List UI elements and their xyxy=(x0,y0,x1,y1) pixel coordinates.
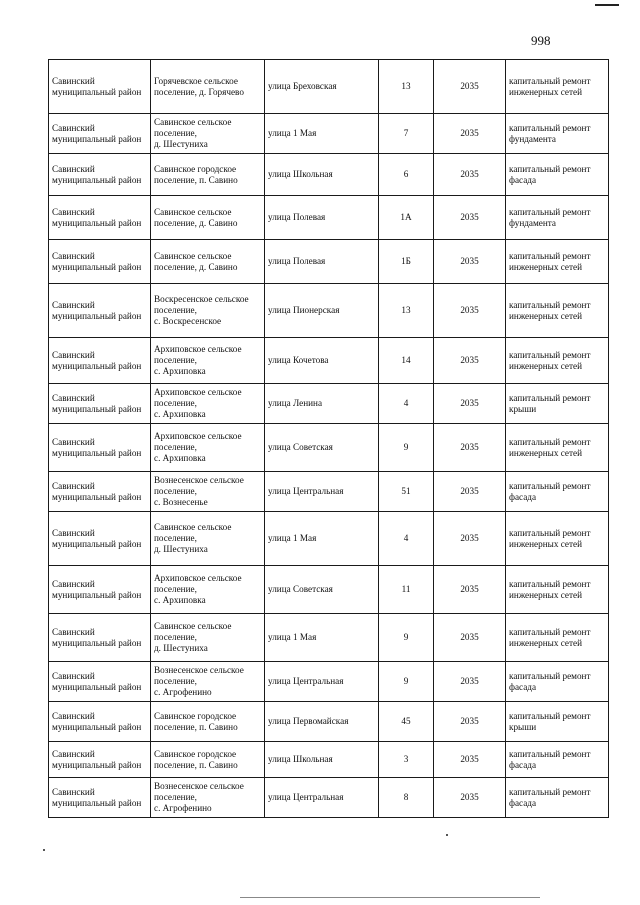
house-number-cell xyxy=(379,662,434,702)
table-row xyxy=(49,702,609,742)
district-cell-text: Савинский муниципальный район xyxy=(52,349,142,371)
district-cell xyxy=(49,60,151,114)
street-cell xyxy=(265,384,379,424)
work-type-cell-text: капитальный ремонт фундамента xyxy=(509,206,591,228)
street-cell xyxy=(265,614,379,662)
street-cell xyxy=(265,778,379,818)
house-number-cell xyxy=(379,384,434,424)
table-row xyxy=(49,384,609,424)
year-cell-text: 2035 xyxy=(460,533,479,543)
district-cell-text: Савинский муниципальный район xyxy=(52,206,142,228)
table-row xyxy=(49,614,609,662)
house-number-cell-text: 9 xyxy=(403,676,409,686)
house-number-cell xyxy=(379,614,434,662)
district-cell-text: Савинский муниципальный район xyxy=(52,436,142,458)
house-number-cell xyxy=(379,114,434,154)
year-cell-text: 2035 xyxy=(460,486,479,496)
district-cell-text: Савинский муниципальный район xyxy=(52,392,142,414)
year-cell-text: 2035 xyxy=(460,716,479,726)
work-type-cell-text: капитальный ремонт инженерных сетей xyxy=(509,626,591,648)
district-cell-text: Савинский муниципальный район xyxy=(52,626,142,648)
year-cell xyxy=(434,384,506,424)
street-cell xyxy=(265,60,379,114)
settlement-cell-text: Савинское городское поселение, п. Савино xyxy=(154,710,238,732)
district-cell-text: Савинский муниципальный район xyxy=(52,75,142,97)
work-type-cell xyxy=(506,662,609,702)
settlement-cell xyxy=(151,512,265,566)
district-cell xyxy=(49,338,151,384)
street-cell-text: улица Школьная xyxy=(268,169,333,179)
year-cell xyxy=(434,472,506,512)
street-cell-text: улица Центральная xyxy=(268,676,344,686)
street-cell xyxy=(265,154,379,196)
house-number-cell xyxy=(379,240,434,284)
district-cell-text: Савинский муниципальный район xyxy=(52,480,142,502)
street-cell-text: улица Советская xyxy=(268,584,333,594)
district-cell xyxy=(49,778,151,818)
district-cell-text: Савинский муниципальный район xyxy=(52,786,142,808)
house-number-cell-text: 1Б xyxy=(401,256,411,266)
table-row xyxy=(49,114,609,154)
work-type-cell-text: капитальный ремонт инженерных сетей xyxy=(509,250,591,272)
settlement-cell xyxy=(151,196,265,240)
settlement-cell xyxy=(151,662,265,702)
year-cell xyxy=(434,338,506,384)
street-cell xyxy=(265,512,379,566)
settlement-cell-text: Горячевское сельское поселение, д. Горячево xyxy=(154,75,244,97)
house-number-cell-text: 9 xyxy=(403,442,409,452)
district-cell-text: Савинский муниципальный район xyxy=(52,163,142,185)
house-number-cell-text: 7 xyxy=(403,128,409,138)
settlement-cell xyxy=(151,614,265,662)
year-cell-text: 2035 xyxy=(460,632,479,642)
settlement-cell xyxy=(151,384,265,424)
year-cell-text: 2035 xyxy=(460,398,479,408)
year-cell-text: 2035 xyxy=(460,355,479,365)
year-cell xyxy=(434,60,506,114)
street-cell xyxy=(265,196,379,240)
work-type-cell xyxy=(506,614,609,662)
settlement-cell xyxy=(151,338,265,384)
table-row xyxy=(49,154,609,196)
house-number-cell-text: 4 xyxy=(403,398,409,408)
settlement-cell-text: Вознесенское сельское поселение, с. Агрофенино xyxy=(154,781,244,813)
year-cell-text: 2035 xyxy=(460,128,479,138)
table-row xyxy=(49,338,609,384)
house-number-cell xyxy=(379,154,434,196)
work-type-cell xyxy=(506,284,609,338)
work-type-cell xyxy=(506,566,609,614)
year-cell xyxy=(434,512,506,566)
house-number-cell xyxy=(379,60,434,114)
district-cell-text: Савинский муниципальный район xyxy=(52,670,142,692)
district-cell xyxy=(49,284,151,338)
year-cell xyxy=(434,614,506,662)
house-number-cell-text: 6 xyxy=(403,169,409,179)
house-number-cell xyxy=(379,424,434,472)
work-type-cell-text: капитальный ремонт инженерных сетей xyxy=(509,349,591,371)
year-cell-text: 2035 xyxy=(460,676,479,686)
street-cell-text: улица Кочетова xyxy=(268,355,329,365)
street-cell-text: улица Ленина xyxy=(268,398,323,408)
street-cell xyxy=(265,702,379,742)
street-cell xyxy=(265,662,379,702)
work-type-cell-text: капитальный ремонт инженерных сетей xyxy=(509,578,591,600)
settlement-cell-text: Воскресенское сельское поселение, с. Воскресенское xyxy=(154,294,249,326)
work-type-cell xyxy=(506,154,609,196)
street-cell xyxy=(265,114,379,154)
district-cell xyxy=(49,742,151,778)
work-type-cell xyxy=(506,240,609,284)
street-cell-text: улица Первомайская xyxy=(268,716,349,726)
house-number-cell xyxy=(379,472,434,512)
house-number-cell-text: 1А xyxy=(400,212,412,222)
table-row xyxy=(49,662,609,702)
work-type-cell xyxy=(506,196,609,240)
street-cell-text: улица Центральная xyxy=(268,792,344,802)
settlement-cell-text: Савинское сельское поселение, д. Шестуниха xyxy=(154,621,232,653)
work-type-cell xyxy=(506,472,609,512)
settlement-cell-text: Савинское городское поселение, п. Савино xyxy=(154,748,238,770)
settlement-cell-text: Савинское сельское поселение, д. Шестуниха xyxy=(154,117,232,149)
settlement-cell-text: Архиповское сельское поселение, с. Архиповка xyxy=(154,387,242,419)
year-cell-text: 2035 xyxy=(460,305,479,315)
work-type-cell xyxy=(506,60,609,114)
street-cell-text: улица 1 Мая xyxy=(268,533,317,543)
year-cell-text: 2035 xyxy=(460,754,479,764)
year-cell-text: 2035 xyxy=(460,584,479,594)
house-number-cell xyxy=(379,742,434,778)
settlement-cell-text: Архиповское сельское поселение, с. Архиповка xyxy=(154,573,242,605)
district-cell xyxy=(49,512,151,566)
street-cell-text: улица Полевая xyxy=(268,212,326,222)
house-number-cell-text: 9 xyxy=(403,632,409,642)
work-type-cell-text: капитальный ремонт фасада xyxy=(509,748,591,770)
table-row xyxy=(49,240,609,284)
work-type-cell xyxy=(506,778,609,818)
repair-schedule-table xyxy=(48,59,609,818)
year-cell xyxy=(434,778,506,818)
year-cell xyxy=(434,742,506,778)
table-body xyxy=(49,60,609,818)
settlement-cell-text: Вознесенское сельское поселение, с. Вознесенье xyxy=(154,475,244,507)
settlement-cell xyxy=(151,778,265,818)
work-type-cell-text: капитальный ремонт инженерных сетей xyxy=(509,299,591,321)
year-cell-text: 2035 xyxy=(460,792,479,802)
house-number-cell-text: 14 xyxy=(401,355,411,365)
year-cell xyxy=(434,566,506,614)
table-row xyxy=(49,566,609,614)
table-row xyxy=(49,778,609,818)
year-cell xyxy=(434,196,506,240)
work-type-cell xyxy=(506,512,609,566)
page-number: 998 xyxy=(531,33,551,48)
settlement-cell xyxy=(151,742,265,778)
street-cell xyxy=(265,240,379,284)
house-number-cell-text: 51 xyxy=(401,486,411,496)
scan-speck xyxy=(43,849,45,851)
district-cell-text: Савинский муниципальный район xyxy=(52,748,142,770)
year-cell xyxy=(434,154,506,196)
year-cell xyxy=(434,240,506,284)
house-number-cell-text: 13 xyxy=(401,81,411,91)
settlement-cell xyxy=(151,424,265,472)
house-number-cell xyxy=(379,338,434,384)
work-type-cell-text: капитальный ремонт фасада xyxy=(509,163,591,185)
settlement-cell-text: Савинское сельское поселение, д. Шестуниха xyxy=(154,522,232,554)
settlement-cell-text: Архиповское сельское поселение, с. Архиповка xyxy=(154,344,242,376)
work-type-cell-text: капитальный ремонт крыши xyxy=(509,710,591,732)
district-cell-text: Савинский муниципальный район xyxy=(52,299,142,321)
work-type-cell xyxy=(506,702,609,742)
year-cell xyxy=(434,284,506,338)
district-cell-text: Савинский муниципальный район xyxy=(52,250,142,272)
house-number-cell-text: 11 xyxy=(401,584,411,594)
work-type-cell xyxy=(506,338,609,384)
house-number-cell xyxy=(379,196,434,240)
table-row xyxy=(49,196,609,240)
year-cell xyxy=(434,702,506,742)
street-cell-text: улица Полевая xyxy=(268,256,326,266)
year-cell xyxy=(434,424,506,472)
house-number-cell-text: 3 xyxy=(403,754,409,764)
table-row xyxy=(49,742,609,778)
house-number-cell xyxy=(379,566,434,614)
street-cell xyxy=(265,338,379,384)
district-cell xyxy=(49,384,151,424)
footer-line xyxy=(240,897,540,898)
street-cell xyxy=(265,566,379,614)
house-number-cell-text: 45 xyxy=(401,716,411,726)
district-cell xyxy=(49,566,151,614)
house-number-cell xyxy=(379,284,434,338)
district-cell-text: Савинский муниципальный район xyxy=(52,122,142,144)
work-type-cell-text: капитальный ремонт инженерных сетей xyxy=(509,527,591,549)
table-row xyxy=(49,472,609,512)
house-number-cell-text: 8 xyxy=(403,792,409,802)
street-cell xyxy=(265,472,379,512)
settlement-cell-text: Савинское сельское поселение, д. Савино xyxy=(154,250,238,272)
street-cell-text: улица Пионерская xyxy=(268,305,340,315)
table-row xyxy=(49,424,609,472)
district-cell-text: Савинский муниципальный район xyxy=(52,527,142,549)
settlement-cell xyxy=(151,284,265,338)
settlement-cell xyxy=(151,472,265,512)
settlement-cell-text: Архиповское сельское поселение, с. Архиповка xyxy=(154,431,242,463)
house-number-cell xyxy=(379,512,434,566)
settlement-cell-text: Савинское городское поселение, п. Савино xyxy=(154,163,238,185)
house-number-cell-text: 13 xyxy=(401,305,411,315)
district-cell xyxy=(49,196,151,240)
top-edge-mark xyxy=(595,4,619,6)
year-cell xyxy=(434,662,506,702)
table-row xyxy=(49,284,609,338)
district-cell xyxy=(49,114,151,154)
work-type-cell-text: капитальный ремонт фасада xyxy=(509,786,591,808)
table-row xyxy=(49,60,609,114)
year-cell-text: 2035 xyxy=(460,256,479,266)
street-cell xyxy=(265,284,379,338)
year-cell-text: 2035 xyxy=(460,169,479,179)
district-cell xyxy=(49,614,151,662)
street-cell xyxy=(265,424,379,472)
scan-speck xyxy=(446,834,448,836)
street-cell-text: улица Советская xyxy=(268,442,333,452)
district-cell-text: Савинский муниципальный район xyxy=(52,710,142,732)
street-cell-text: улица 1 Мая xyxy=(268,632,317,642)
house-number-cell xyxy=(379,702,434,742)
district-cell xyxy=(49,702,151,742)
work-type-cell-text: капитальный ремонт фундамента xyxy=(509,122,591,144)
district-cell xyxy=(49,662,151,702)
work-type-cell-text: капитальный ремонт крыши xyxy=(509,392,591,414)
street-cell-text: улица 1 Мая xyxy=(268,128,317,138)
street-cell-text: улица Школьная xyxy=(268,754,333,764)
table-row xyxy=(49,512,609,566)
district-cell-text: Савинский муниципальный район xyxy=(52,578,142,600)
settlement-cell-text: Савинское сельское поселение, д. Савино xyxy=(154,206,238,228)
street-cell-text: улица Центральная xyxy=(268,486,344,496)
work-type-cell xyxy=(506,742,609,778)
year-cell-text: 2035 xyxy=(460,442,479,452)
year-cell-text: 2035 xyxy=(460,81,479,91)
settlement-cell xyxy=(151,60,265,114)
settlement-cell xyxy=(151,566,265,614)
district-cell xyxy=(49,154,151,196)
work-type-cell xyxy=(506,114,609,154)
settlement-cell-text: Вознесенское сельское поселение, с. Агрофенино xyxy=(154,665,244,697)
work-type-cell-text: капитальный ремонт фасада xyxy=(509,480,591,502)
street-cell-text: улица Бреховская xyxy=(268,81,337,91)
settlement-cell xyxy=(151,240,265,284)
settlement-cell xyxy=(151,702,265,742)
work-type-cell-text: капитальный ремонт инженерных сетей xyxy=(509,75,591,97)
settlement-cell xyxy=(151,154,265,196)
work-type-cell xyxy=(506,424,609,472)
work-type-cell xyxy=(506,384,609,424)
district-cell xyxy=(49,240,151,284)
district-cell xyxy=(49,424,151,472)
year-cell xyxy=(434,114,506,154)
street-cell xyxy=(265,742,379,778)
work-type-cell-text: капитальный ремонт инженерных сетей xyxy=(509,436,591,458)
work-type-cell-text: капитальный ремонт фасада xyxy=(509,670,591,692)
house-number-cell xyxy=(379,778,434,818)
house-number-cell-text: 4 xyxy=(403,533,409,543)
year-cell-text: 2035 xyxy=(460,212,479,222)
district-cell xyxy=(49,472,151,512)
settlement-cell xyxy=(151,114,265,154)
